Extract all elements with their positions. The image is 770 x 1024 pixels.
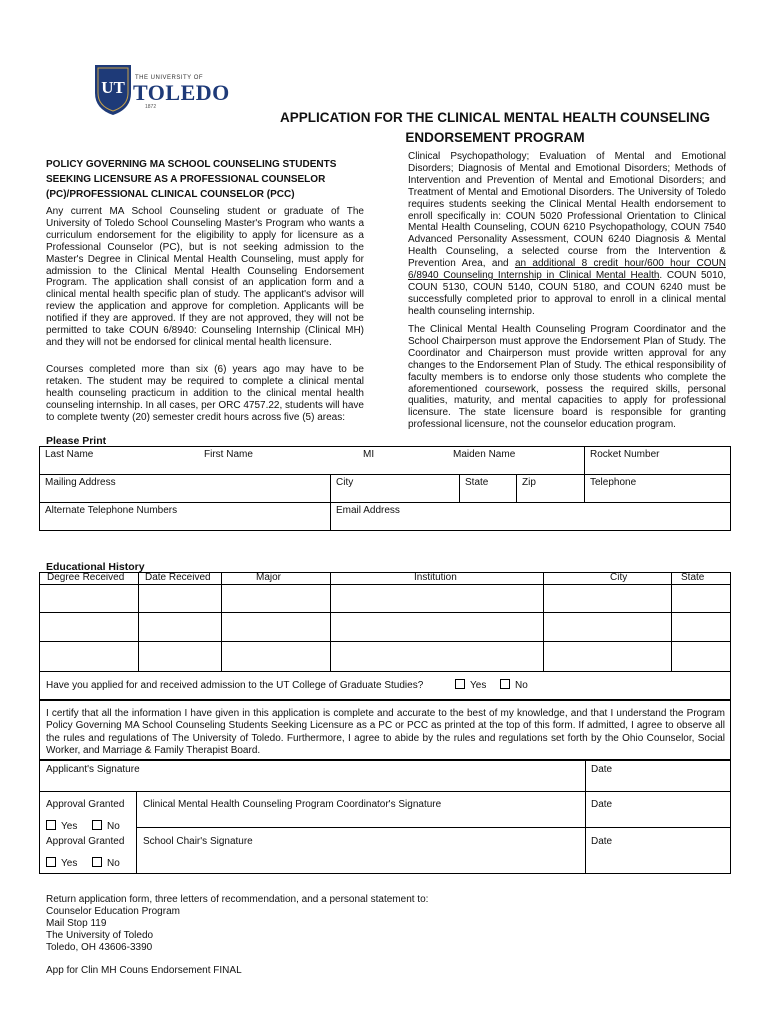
email-field[interactable]: Email Address [336, 505, 400, 516]
approval-granted-label-1: Approval Granted [46, 799, 125, 810]
policy-paragraph-2: Courses completed more than six (6) years ago may have to be retaken. The student may be required to complete a clinical mental health counseling practicum in addition to the clinical mental health counseling internship. In all cases, per ORC 4757.22, students will have to complete twenty (20) semester credit hours across five (5) areas: [46, 364, 364, 423]
checkbox-icon[interactable] [46, 820, 56, 830]
admission-yes-option[interactable]: Yes [455, 679, 486, 691]
title-line-2: ENDORSEMENT PROGRAM [405, 130, 585, 145]
approval-yes-option-1[interactable]: Yes [46, 820, 77, 832]
checkbox-icon[interactable] [500, 679, 510, 689]
admission-question: Have you applied for and received admission to the UT College of Graduate Studies? [46, 680, 424, 691]
internship-requirement: an additional 8 credit hour/600 hour COUN 6/8940 Counseling Internship in Clinical Mental Health [408, 258, 726, 282]
mailing-address-field[interactable]: Mailing Address [45, 477, 116, 488]
shield-icon [93, 63, 133, 117]
col-city: City [610, 572, 628, 583]
document-name: App for Clin MH Couns Endorsement FINAL [46, 965, 242, 976]
admission-no-option[interactable]: No [500, 679, 528, 691]
page-title [150, 108, 760, 148]
certification-text: I certify that all the information I have given in this application is complete and accurate to the best of my knowledge, and that I understand the Program Policy Governing MA School Counseling Students Seeking Licensure as a PC or PCC as printed at the top of this form. If admitted, I agree to observe all the rules and regulations of The University of Toledo. Furthermore, I agree to abide by the rules and regulations set forth by the Ohio Counselor, Social Worker, and Marriage & Family Therapist Board. [46, 708, 725, 756]
chair-signature-field[interactable]: School Chair's Signature [143, 836, 253, 847]
coordinator-date-field[interactable]: Date [591, 799, 613, 810]
logo-university-of: THE UNIVERSITY OF [135, 75, 204, 81]
certification-box [39, 700, 731, 760]
educational-history-heading: Educational History [46, 561, 145, 573]
requirements-paragraph [408, 151, 726, 318]
alternate-phone-field[interactable]: Alternate Telephone Numbers [45, 505, 178, 516]
rocket-number-field[interactable]: Rocket Number [590, 449, 660, 460]
first-name-field[interactable]: First Name [204, 449, 253, 460]
col-institution: Institution [414, 572, 457, 583]
col-state: State [681, 572, 705, 583]
maiden-name-field[interactable]: Maiden Name [453, 449, 516, 460]
footer-line-5: Toledo, OH 43606-3390 [46, 942, 153, 953]
zip-field[interactable]: Zip [522, 477, 536, 488]
admission-row [39, 671, 731, 700]
svg-text:UT: UT [101, 78, 125, 97]
mi-field[interactable]: MI [363, 449, 375, 460]
return-instructions [46, 894, 428, 954]
requirements-text-b: . COUN 5010, COUN 5130, COUN 5140, COUN 5180, and COUN 6240 must be successfully completed prior to approval to enroll in a clinical mental health counseling internship. [408, 270, 726, 317]
logo-year: 1872 [145, 104, 157, 110]
approval-granted-label-2: Approval Granted [46, 836, 125, 847]
approval-no-option-2[interactable]: No [92, 857, 120, 869]
approval-no-option-1[interactable]: No [92, 820, 120, 832]
checkbox-icon[interactable] [92, 857, 102, 867]
footer-line-4: The University of Toledo [46, 930, 154, 941]
state-field[interactable]: State [465, 477, 489, 488]
chair-date-field[interactable]: Date [591, 836, 613, 847]
footer-line-1: Return application form, three letters of recommendation, and a personal statement to: [46, 894, 429, 905]
checkbox-icon[interactable] [46, 857, 56, 867]
requirements-text-a: Clinical Psychopathology; Evaluation of Mental and Emotional Disorders; Diagnosis of Mental and Emotional Disorders; Methods of Intervention and Prevention of Mental and Emotional Disorders; and Treatment of Mental and Emotional Disorders. The University of Toledo requires students seeking the Clinical Mental Health endorsement to enroll specifically in: COUN 5020 Professional Orientation to Clinical Mental Health Counseling, COUN 6210 Psychopathology, COUN 7540 Advanced Personality Assessment, COUN 6240 Diagnosis & Mental Health Counseling, a selected course from the Intervention & Prevention Area, and [408, 151, 726, 270]
col-date-received: Date Received [145, 572, 211, 583]
signature-table [39, 760, 731, 874]
title-line-1: APPLICATION FOR THE CLINICAL MENTAL HEALTH COUNSELING [280, 110, 710, 125]
approval-paragraph: The Clinical Mental Health Counseling Program Coordinator and the School Chairperson must approve the Endorsement Plan of Study. The Coordinator and Chairperson must provide written approval for any changes to the Endorsement Plan of Study. The ethical responsibility of faculty members is to endorse only those students who complete the aforementioned coursework, possess the required skills, personal qualities, maturity, and mental capacities to apply for professional licensure. The state licensure board is responsible for granting professional licensure, not the counselor education program. [408, 324, 726, 431]
logo-toledo: TOLEDO [133, 80, 230, 105]
telephone-field[interactable]: Telephone [590, 477, 637, 488]
applicant-signature-field[interactable]: Applicant's Signature [46, 764, 140, 775]
city-field[interactable]: City [336, 477, 354, 488]
last-name-field[interactable]: Last Name [45, 449, 94, 460]
policy-heading: POLICY GOVERNING MA SCHOOL COUNSELING STUDENTS SEEKING LICENSURE AS A PROFESSIONAL COUNSELOR (PC)/PROFESSIONAL CLINICAL COUNSELOR (PCC) [46, 159, 337, 200]
footer-line-3: Mail Stop 119 [46, 918, 107, 929]
personal-info-table [39, 446, 731, 531]
coordinator-signature-field[interactable]: Clinical Mental Health Counseling Program Coordinator's Signature [143, 799, 442, 810]
checkbox-icon[interactable] [455, 679, 465, 689]
education-table [39, 572, 731, 672]
checkbox-icon[interactable] [92, 820, 102, 830]
footer-line-2: Counselor Education Program [46, 906, 180, 917]
policy-paragraph-1: Any current MA School Counseling student or graduate of The University of Toledo School Counseling Master's Program who wants a curriculum endorsement for the eligibility to apply for licensure as a Professional Counselor (PC), but is not seeking admission to the Master's Degree in Clinical Mental Health Counseling, must apply for admission to the Clinical Mental Health Counseling Endorsement Program. The application shall consist of an application form and a clinical mental health specific plan of study. The applicant's advisor will review the application and approve for completion. Applicants will be notified if they are approved. If they are not approved, they will not be permitted to take COUN 6/8940: Counseling Internship (Clinical MH) and they will not be endorsed for clinical mental health licensure. [46, 206, 364, 348]
approval-yes-option-2[interactable]: Yes [46, 857, 77, 869]
applicant-date-field[interactable]: Date [591, 764, 613, 775]
col-degree-received: Degree Received [47, 572, 125, 583]
col-major: Major [256, 572, 282, 583]
please-print-label: Please Print [46, 435, 107, 447]
